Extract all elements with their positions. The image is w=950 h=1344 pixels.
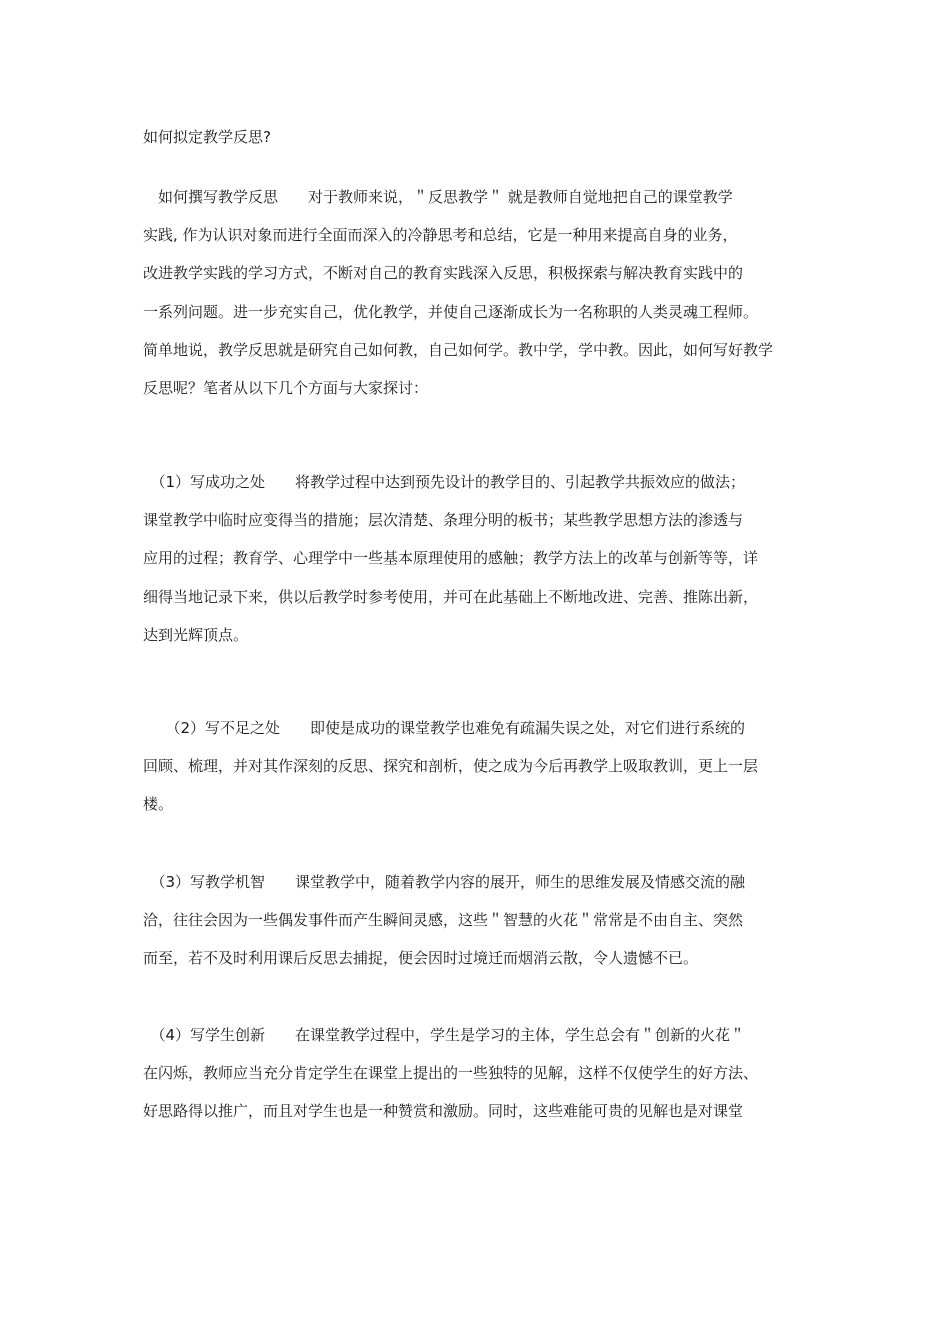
paragraph-line bbox=[143, 339, 823, 377]
paragraph-line bbox=[143, 1062, 823, 1100]
paragraph-line bbox=[143, 755, 823, 793]
line-text: 反思呢？笔者从以下几个方面与大家探讨： bbox=[143, 378, 429, 397]
document-title: 如何拟定教学反思? bbox=[143, 128, 271, 146]
line-text: 好思路得以推广，而且对学生也是一种赞赏和激励。同时，这些难能可贵的见解也是对课堂 bbox=[143, 1102, 744, 1121]
paragraph-line bbox=[143, 547, 823, 585]
paragraph-line bbox=[143, 586, 823, 624]
paragraph-line bbox=[143, 1024, 823, 1062]
line-text: 改进教学实践的学习方式，不断对自己的教育实践深入反思，积极探索与解决教育实践中的 bbox=[143, 264, 744, 283]
paragraph-line bbox=[143, 186, 823, 224]
line-text: 达到光辉顶点。 bbox=[143, 625, 249, 644]
line-text: 洽，往往会因为一些偶发事件而产生瞬间灵感，这些＂智慧的火花＂常常是不由自主、突然 bbox=[143, 911, 744, 930]
line-text: 实践, 作为认识对象而进行全面而深入的冷静思考和总结，它是一种用来提高自身的业务， bbox=[143, 226, 738, 245]
paragraph-student-innovation bbox=[143, 1024, 823, 1139]
paragraph-line bbox=[143, 793, 823, 831]
paragraph-line bbox=[143, 1100, 823, 1138]
paragraph-line bbox=[143, 301, 823, 339]
line-text: 楼。 bbox=[143, 795, 174, 814]
line-text: 在闪烁，教师应当充分肯定学生在课堂上提出的一些独特的见解，这样不仅使学生的好方法、 bbox=[143, 1064, 759, 1083]
line-text: 如何撰写教学反思 对于教师来说，＂反思教学＂ 就是教师自觉地把自己的课堂教学 bbox=[143, 188, 733, 206]
paragraph-line bbox=[143, 262, 823, 300]
line-text: （1）写成功之处 将教学过程中达到预先设计的教学目的、引起教学共振效应的做法； bbox=[143, 473, 746, 491]
paragraph-intro bbox=[143, 186, 823, 415]
paragraph-line bbox=[143, 624, 823, 662]
line-text: 课堂教学中临时应变得当的措施；层次清楚、条理分明的板书；某些教学思想方法的渗透与 bbox=[143, 511, 744, 530]
paragraph-line bbox=[143, 947, 823, 985]
line-text: （2）写不足之处 即使是成功的课堂教学也难免有疏漏失误之处，对它们进行系统的 bbox=[143, 719, 746, 737]
paragraph-line bbox=[143, 377, 823, 415]
paragraph-line bbox=[143, 717, 823, 755]
paragraph-teaching-wisdom bbox=[143, 871, 823, 986]
line-text: 细得当地记录下来，供以后教学时参考使用，并可在此基础上不断地改进、完善、推陈出新， bbox=[143, 587, 759, 606]
line-text: 应用的过程；教育学、心理学中一些基本原理使用的感触；教学方法上的改革与创新等等，详 bbox=[143, 549, 759, 568]
line-text: 一系列问题。进一步充实自己，优化教学，并使自己逐渐成长为一名称职的人类灵魂工程师。 bbox=[143, 302, 759, 321]
line-text: （4）写学生创新 在课堂教学过程中，学生是学习的主体，学生总会有＂创新的火花＂ bbox=[143, 1026, 746, 1044]
paragraph-line bbox=[143, 909, 823, 947]
paragraph-line bbox=[143, 871, 823, 909]
paragraph-shortcomings bbox=[143, 717, 823, 832]
line-text: 而至，若不及时利用课后反思去捕捉，便会因时过境迁而烟消云散，令人遗憾不已。 bbox=[143, 949, 699, 968]
paragraph-line bbox=[143, 224, 823, 262]
line-text: （3）写教学机智 课堂教学中，随着教学内容的展开，师生的思维发展及情感交流的融 bbox=[143, 873, 746, 891]
paragraph-line bbox=[143, 471, 823, 509]
line-text: 回顾、梳理，并对其作深刻的反思、探究和剖析，使之成为今后再教学上吸取教训，更上一层 bbox=[143, 757, 759, 776]
line-text: 简单地说，教学反思就是研究自己如何教，自己如何学。教中学，学中教。因此，如何写好教学 bbox=[143, 340, 774, 359]
paragraph-line bbox=[143, 509, 823, 547]
paragraph-success bbox=[143, 471, 823, 662]
